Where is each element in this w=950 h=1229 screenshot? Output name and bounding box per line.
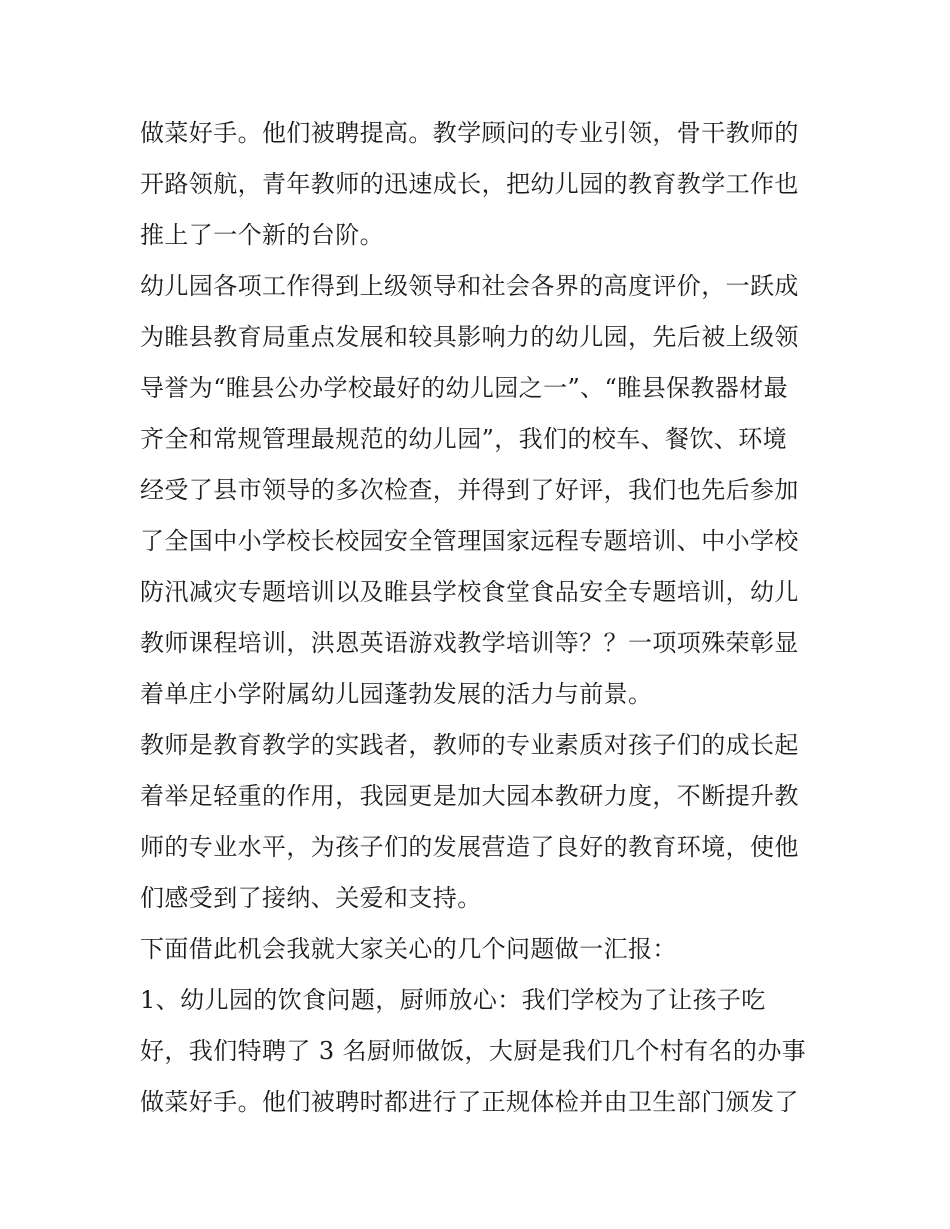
text-line: 教师是教育教学的实践者，教师的专业素质对孩子们的成长起 (140, 731, 799, 759)
text-line: 幼儿园各项工作得到上级领导和社会各界的高度评价，一跃成 (140, 272, 799, 300)
text-line: 做菜好手。他们被聘提高。教学顾问的专业引领，骨干教师的 (140, 119, 799, 147)
text-line: 做菜好手。他们被聘时都进行了正规体检并由卫生部门颁发了 (140, 1088, 799, 1116)
text-line: 着单庄小学附属幼儿园蓬勃发展的活力与前景。 (140, 680, 653, 708)
text-line: 下面借此机会我就大家关心的几个问题做一汇报： (140, 935, 677, 963)
text-line: 防汛减灾专题培训以及睢县学校食堂食品安全专题培训，幼儿 (140, 578, 799, 606)
text-line: 好，我们特聘了 3 名厨师做饭，大厨是我们几个村有名的办事 (140, 1037, 807, 1065)
text-line: 们感受到了接纳、关爱和支持。 (140, 884, 482, 912)
text-line: 了全国中小学校长校园安全管理国家远程专题培训、中小学校 (140, 527, 799, 555)
text-line: 齐全和常规管理最规范的幼儿园”，我们的校车、餐饮、环境 (140, 425, 788, 453)
body-text (140, 108, 820, 1128)
text-line: 师的专业水平，为孩子们的发展营造了良好的教育环境，使他 (140, 833, 799, 861)
text-line: 推上了一个新的台阶。 (140, 221, 384, 249)
text-line: 教师课程培训，洪恩英语游戏教学培训等？？一项项殊荣彰显 (140, 629, 799, 657)
text-line: 为睢县教育局重点发展和较具影响力的幼儿园，先后被上级领 (140, 323, 799, 351)
text-line: 开路领航，青年教师的迅速成长，把幼儿园的教育教学工作也 (140, 170, 799, 198)
text-line: 导誉为“睢县公办学校最好的幼儿园之一”、“睢县保教器材最 (140, 374, 789, 402)
text-line: 着举足轻重的作用，我园更是加大园本教研力度，不断提升教 (140, 782, 799, 810)
text-line: 1、幼儿园的饮食问题，厨师放心：我们学校为了让孩子吃 (140, 986, 766, 1014)
text-line: 经受了县市领导的多次检查，并得到了好评，我们也先后参加 (140, 476, 799, 504)
